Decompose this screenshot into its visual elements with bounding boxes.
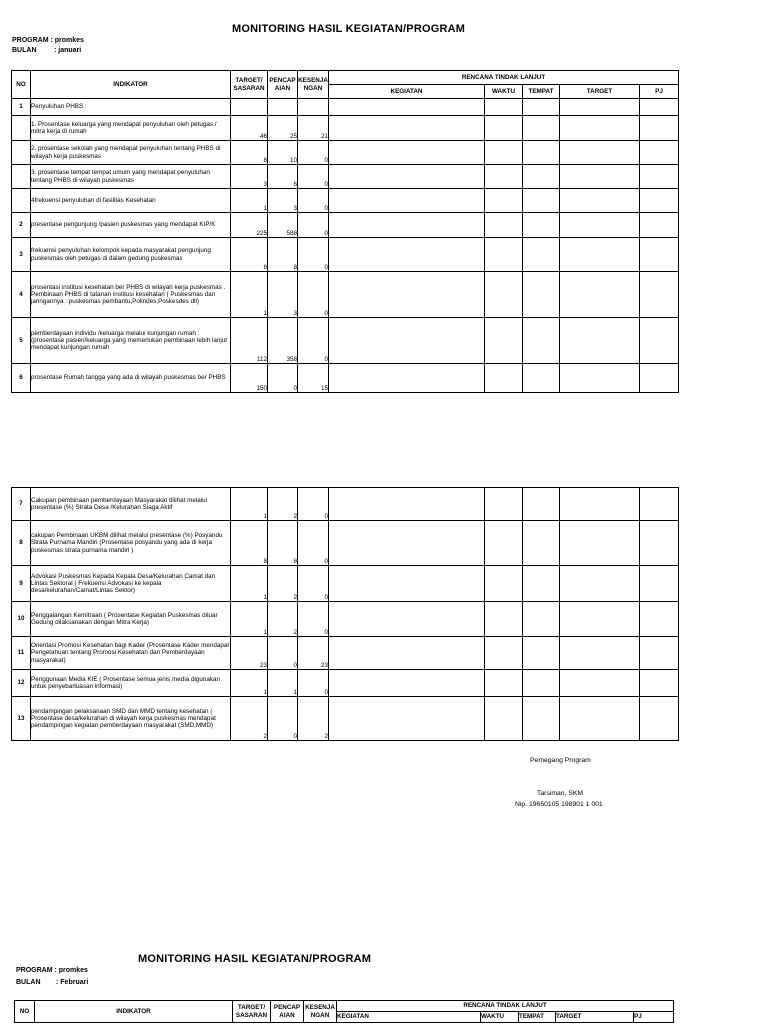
rtl-waktu-cell <box>485 488 523 521</box>
rtl-target-cell <box>560 602 640 637</box>
p2-header-target-col: TARGET <box>556 1012 634 1023</box>
indicator-text: Cakupan pembinaan pemberdayaan Masyarakat dilihat melalui presentase (%) Strata Desa /Kelurahan Siaga Aktif <box>31 488 231 521</box>
pencapaian-value: 8 <box>268 521 298 566</box>
target-value: 1 <box>231 566 268 602</box>
page2-bulan-value: : Februari <box>56 979 89 986</box>
rtl-waktu-cell <box>485 99 523 116</box>
indicator-text: prosentase Rumah tangga yang ada di wilayah puskesmas ber PHBS <box>31 364 231 393</box>
rtl-kegiatan-cell <box>329 521 485 566</box>
indicator-text: 2. prosentase sekolah yang mendapat penyuluhan tentang PHBS di wilayah kerja puskesmas <box>31 141 231 165</box>
pencapaian-value: 1 <box>268 670 298 697</box>
row-number <box>12 165 31 189</box>
rtl-waktu-cell <box>485 116 523 141</box>
table-row <box>12 488 679 521</box>
rtl-pj-cell <box>640 238 679 272</box>
kesenjangan-value: 0 <box>298 488 329 521</box>
rtl-pj-cell <box>640 488 679 521</box>
rtl-target-cell <box>560 637 640 670</box>
p2-header-kesenjangan: KESENJA NGAN <box>304 1001 337 1023</box>
rtl-pj-cell <box>640 272 679 318</box>
table-row <box>12 318 679 364</box>
table-row <box>12 141 679 165</box>
row-number: 6 <box>12 364 31 393</box>
target-value: 225 <box>231 213 268 238</box>
target-value: 8 <box>231 141 268 165</box>
monitoring-table-page2 <box>14 1000 674 1023</box>
kesenjangan-value: 0 <box>298 521 329 566</box>
rtl-waktu-cell <box>485 364 523 393</box>
bulan-label <box>12 47 81 54</box>
p2-header-target: TARGET/ SASARAN <box>233 1001 271 1023</box>
row-number: 7 <box>12 488 31 521</box>
rtl-waktu-cell <box>485 697 523 741</box>
rtl-tempat-cell <box>523 637 560 670</box>
table-row <box>12 165 679 189</box>
page-title: MONITORING HASIL KEGIATAN/PROGRAM <box>232 23 466 35</box>
target-value: 1 <box>231 189 268 213</box>
p2-header-rtl: RENCANA TINDAK LANJUT <box>337 1001 674 1012</box>
header-kegiatan: KEGIATAN <box>329 85 485 99</box>
table-row <box>12 116 679 141</box>
rtl-kegiatan-cell <box>329 364 485 393</box>
header-pencapaian: PENCAP AIAN <box>268 71 298 99</box>
table-row <box>12 189 679 213</box>
rtl-waktu-cell <box>485 318 523 364</box>
pencapaian-value: 0 <box>268 637 298 670</box>
rtl-pj-cell <box>640 637 679 670</box>
row-number: 12 <box>12 670 31 697</box>
rtl-tempat-cell <box>523 697 560 741</box>
target-value: 23 <box>231 637 268 670</box>
target-value: 2 <box>231 697 268 741</box>
table-row <box>12 364 679 393</box>
rtl-kegiatan-cell <box>329 602 485 637</box>
header-waktu: WAKTU <box>485 85 523 99</box>
row-number: 13 <box>12 697 31 741</box>
row-number: 8 <box>12 521 31 566</box>
rtl-waktu-cell <box>485 189 523 213</box>
pencapaian-value: 8 <box>268 238 298 272</box>
rtl-tempat-cell <box>523 238 560 272</box>
indicator-text: Advokasi Puskesmas Kepada Kepala Desa/Kelurahan Camat dan Lintas Sektoral ( Frekuensi Advokasi ke kepala desa/kelurahan/Camat/Lintas Sektor) <box>31 566 231 602</box>
table-row <box>12 521 679 566</box>
rtl-tempat-cell <box>523 521 560 566</box>
header-indikator: INDIKATOR <box>31 71 231 99</box>
row-number: 4 <box>12 272 31 318</box>
indicator-text: Orientasi Promosi Kesehatan bagi Kader (Prosentase Kader mendapat Pengetahuan tentang Promosi Kesehatan dan Pemberdayaan masyarakat) <box>31 637 231 670</box>
rtl-pj-cell <box>640 116 679 141</box>
rtl-kegiatan-cell <box>329 141 485 165</box>
rtl-tempat-cell <box>523 116 560 141</box>
kesenjangan-value: 0 <box>298 141 329 165</box>
p2-header-no: NO <box>15 1001 35 1023</box>
header-no: NO <box>12 71 31 99</box>
rtl-tempat-cell <box>523 602 560 637</box>
rtl-tempat-cell <box>523 189 560 213</box>
target-value: 150 <box>231 364 268 393</box>
indicator-text: cakupan Pembinaan UKBM dilihat melalui presentase (%) Posyandu Strata Purnama Mandiri (Prosentase posyandu yang ada di kerja puskesmas strata purnama mandiri ) <box>31 521 231 566</box>
table-row <box>12 637 679 670</box>
rtl-pj-cell <box>640 566 679 602</box>
indicator-text: Penggunaan Media KIE ( Prosentase semua jenis media digunakan untuk penyebarluasan informasi) <box>31 670 231 697</box>
p2-header-pencapaian: PENCAP AIAN <box>271 1001 304 1023</box>
table-row <box>12 602 679 637</box>
header-tempat: TEMPAT <box>523 85 560 99</box>
kesenjangan-value: 0 <box>298 213 329 238</box>
rtl-tempat-cell <box>523 566 560 602</box>
row-number: 3 <box>12 238 31 272</box>
p2-header-indikator: INDIKATOR <box>35 1001 233 1023</box>
rtl-pj-cell <box>640 670 679 697</box>
table-row <box>12 670 679 697</box>
kesenjangan-value: 23 <box>298 637 329 670</box>
rtl-kegiatan-cell <box>329 116 485 141</box>
rtl-target-cell <box>560 165 640 189</box>
signature-role: Pemegang Program <box>530 757 591 764</box>
rtl-waktu-cell <box>485 670 523 697</box>
rtl-kegiatan-cell <box>329 566 485 602</box>
pencapaian-value: 0 <box>268 697 298 741</box>
header-kesenjangan: KESENJA NGAN <box>298 71 329 99</box>
pencapaian-value: 2 <box>268 566 298 602</box>
rtl-kegiatan-cell <box>329 488 485 521</box>
pencapaian-value: 3 <box>268 189 298 213</box>
kesenjangan-value: 2 <box>298 697 329 741</box>
rtl-target-cell <box>560 213 640 238</box>
pencapaian-value: 588 <box>268 213 298 238</box>
rtl-target-cell <box>560 238 640 272</box>
kesenjangan-value: 0 <box>298 189 329 213</box>
p2-header-tempat: TEMPAT <box>519 1012 556 1023</box>
target-value: 1 <box>231 488 268 521</box>
rtl-kegiatan-cell <box>329 189 485 213</box>
rtl-pj-cell <box>640 318 679 364</box>
table-row <box>12 272 679 318</box>
row-number: 1 <box>12 99 31 116</box>
target-value: 1 <box>231 602 268 637</box>
page2-bulan-key: BULAN <box>16 979 41 986</box>
rtl-pj-cell <box>640 697 679 741</box>
indicator-text: 4frekuensi penyuluhan di fasilitas Kesehatan <box>31 189 231 213</box>
rtl-kegiatan-cell <box>329 99 485 116</box>
rtl-kegiatan-cell <box>329 238 485 272</box>
indicator-text: 3. prosentase tempat tempat umum yang mendapat penyuluhan tentang PHBS di wilayah puskesmas <box>31 165 231 189</box>
rtl-target-cell <box>560 116 640 141</box>
bulan-key: BULAN <box>12 47 37 54</box>
kesenjangan-value: 0 <box>298 272 329 318</box>
bulan-value: : januari <box>54 47 82 54</box>
rtl-target-cell <box>560 189 640 213</box>
indicator-text: presentase pengunjung /pasien puskesmas yang mendapat KIP/K <box>31 213 231 238</box>
rtl-waktu-cell <box>485 272 523 318</box>
target-value: 3 <box>231 165 268 189</box>
target-value: 1 <box>231 670 268 697</box>
target-value <box>231 99 268 116</box>
rtl-pj-cell <box>640 364 679 393</box>
kesenjangan-value <box>298 99 329 116</box>
program-label: PROGRAM : promkes <box>12 37 84 44</box>
rtl-pj-cell <box>640 602 679 637</box>
indicator-text: Penyuluhan PHBS : <box>31 99 231 116</box>
rtl-kegiatan-cell <box>329 272 485 318</box>
page2-bulan-label <box>16 979 88 986</box>
table-row <box>12 566 679 602</box>
kesenjangan-value: 0 <box>298 238 329 272</box>
rtl-target-cell <box>560 566 640 602</box>
rtl-waktu-cell <box>485 141 523 165</box>
p2-header-waktu: WAKTU <box>481 1012 519 1023</box>
indicator-text: prosentasi institusi kesehatan ber PHBS di wilayah kerja puskesmas . Pembinaan PHBS di tatanan institusi kesehatan ( Puskesmas dan jaringannya : puskesmas pembantu,Polindes,Poskesdes dll) <box>31 272 231 318</box>
rtl-pj-cell <box>640 189 679 213</box>
kesenjangan-value: 0 <box>298 670 329 697</box>
rtl-kegiatan-cell <box>329 213 485 238</box>
kesenjangan-value: 0 <box>298 165 329 189</box>
row-number: 11 <box>12 637 31 670</box>
table-row <box>12 99 679 116</box>
rtl-waktu-cell <box>485 165 523 189</box>
table-row <box>12 697 679 741</box>
table-row <box>12 213 679 238</box>
rtl-kegiatan-cell <box>329 318 485 364</box>
pencapaian-value: 2 <box>268 488 298 521</box>
target-value: 1 <box>231 272 268 318</box>
kesenjangan-value: 15 <box>298 364 329 393</box>
rtl-waktu-cell <box>485 521 523 566</box>
rtl-tempat-cell <box>523 99 560 116</box>
target-value: 8 <box>231 238 268 272</box>
kesenjangan-value: 0 <box>298 318 329 364</box>
rtl-pj-cell <box>640 521 679 566</box>
rtl-kegiatan-cell <box>329 637 485 670</box>
rtl-target-cell <box>560 521 640 566</box>
rtl-target-cell <box>560 697 640 741</box>
rtl-tempat-cell <box>523 488 560 521</box>
rtl-target-cell <box>560 141 640 165</box>
row-number: 10 <box>12 602 31 637</box>
monitoring-table-top <box>11 70 679 393</box>
rtl-kegiatan-cell <box>329 670 485 697</box>
pencapaian-value: 10 <box>268 141 298 165</box>
indicator-text: frekuensi penyuluhan kelompok kepada masyarakat pengunjung puskesmas oleh petugas di dalam gedung puskesmas <box>31 238 231 272</box>
target-value: 46 <box>231 116 268 141</box>
rtl-target-cell <box>560 99 640 116</box>
rtl-tempat-cell <box>523 165 560 189</box>
kesenjangan-value: 0 <box>298 602 329 637</box>
rtl-pj-cell <box>640 99 679 116</box>
page2-title: MONITORING HASIL KEGIATAN/PROGRAM <box>138 953 372 965</box>
target-value: 8 <box>231 521 268 566</box>
page2-program-label: PROGRAM : promkes <box>16 967 88 974</box>
rtl-tempat-cell <box>523 141 560 165</box>
rtl-pj-cell <box>640 165 679 189</box>
pencapaian-value <box>268 99 298 116</box>
monitoring-table-bottom <box>11 487 679 741</box>
rtl-tempat-cell <box>523 318 560 364</box>
rtl-waktu-cell <box>485 213 523 238</box>
row-number: 2 <box>12 213 31 238</box>
indicator-text: Penggalangan Kemitraan ( Prosentase Kegiatan Puskesmas diluar Gedung dilaksanakan dengan Mitra Kerja) <box>31 602 231 637</box>
signature-name: Tarsiman, SKM <box>537 790 584 797</box>
rtl-waktu-cell <box>485 566 523 602</box>
signature-nip: Nip. 19650105 198901 1 001 <box>515 801 603 808</box>
row-number <box>12 189 31 213</box>
rtl-waktu-cell <box>485 602 523 637</box>
rtl-target-cell <box>560 670 640 697</box>
rtl-tempat-cell <box>523 272 560 318</box>
kesenjangan-value: 0 <box>298 566 329 602</box>
header-pj: PJ <box>640 85 679 99</box>
header-rtl: RENCANA TINDAK LANJUT <box>329 71 679 85</box>
rtl-waktu-cell <box>485 637 523 670</box>
indicator-text: pemberdayaan individu /keluarga melalui kunjungan rumah : (prosentase pasien/keluarga yang memerlukan pembinaan lebih lanjut mendapat kunjungan rumah <box>31 318 231 364</box>
rtl-target-cell <box>560 318 640 364</box>
row-number: 9 <box>12 566 31 602</box>
header-target: TARGET/ SASARAN <box>231 71 268 99</box>
pencapaian-value: 358 <box>268 318 298 364</box>
rtl-pj-cell <box>640 141 679 165</box>
rtl-kegiatan-cell <box>329 165 485 189</box>
rtl-waktu-cell <box>485 238 523 272</box>
rtl-target-cell <box>560 488 640 521</box>
rtl-tempat-cell <box>523 670 560 697</box>
target-value: 112 <box>231 318 268 364</box>
pencapaian-value: 6 <box>268 165 298 189</box>
header-target-col: TARGET <box>560 85 640 99</box>
pencapaian-value: 0 <box>268 364 298 393</box>
row-number <box>12 116 31 141</box>
indicator-text: 1. Prosentase keluarga yang mendapat penyuluhan oleh petugas / mitra kerja di rumah <box>31 116 231 141</box>
rtl-pj-cell <box>640 213 679 238</box>
table-row <box>12 238 679 272</box>
pencapaian-value: 25 <box>268 116 298 141</box>
indicator-text: pendampingan pelaksanaan SMD dan MMD tentang kesehatan ( Prosentase desa/kelurahan di wilayah kerja puskesmas mendapat pendampingan kegiatan pemberdayaan masyarakat (SMD,MMD) <box>31 697 231 741</box>
rtl-target-cell <box>560 272 640 318</box>
kesenjangan-value: 21 <box>298 116 329 141</box>
p2-header-pj: PJ <box>634 1012 674 1023</box>
rtl-tempat-cell <box>523 364 560 393</box>
rtl-kegiatan-cell <box>329 697 485 741</box>
pencapaian-value: 2 <box>268 602 298 637</box>
pencapaian-value: 3 <box>268 272 298 318</box>
row-number: 5 <box>12 318 31 364</box>
rtl-tempat-cell <box>523 213 560 238</box>
p2-header-kegiatan: KEGIATAN <box>337 1012 481 1023</box>
row-number <box>12 141 31 165</box>
rtl-target-cell <box>560 364 640 393</box>
